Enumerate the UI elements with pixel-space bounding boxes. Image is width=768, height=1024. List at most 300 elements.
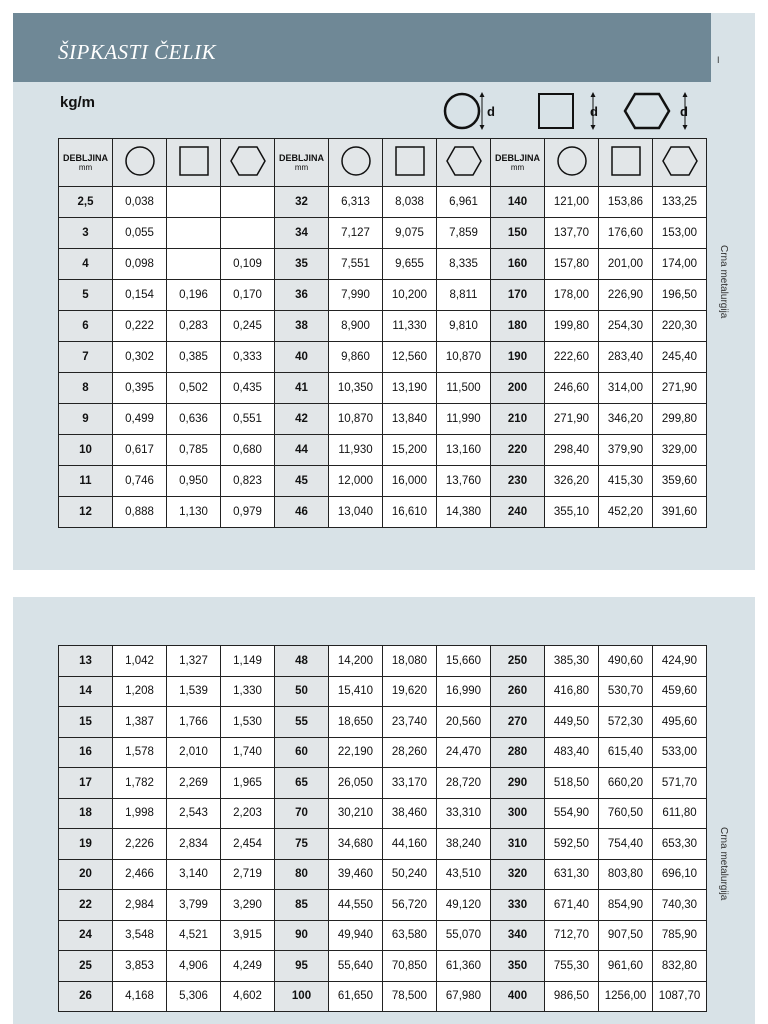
dimension-cell: 95: [275, 951, 329, 982]
dimension-cell: 320: [491, 859, 545, 890]
hexagon-weight-cell: 1,530: [221, 707, 275, 738]
dimension-cell: 400: [491, 981, 545, 1012]
header-round-cell: [545, 139, 599, 187]
side-label-bottom: Crna metalurgija: [718, 827, 729, 901]
hexagon-weight-cell: 0,435: [221, 373, 275, 404]
dimension-cell: 5: [59, 280, 113, 311]
weight-table-top: [58, 138, 707, 528]
hexagon-icon: [444, 143, 484, 179]
hexagon-weight-cell: 133,25: [653, 187, 707, 218]
hexagon-weight-cell: 196,50: [653, 280, 707, 311]
square-weight-cell: 1256,00: [599, 981, 653, 1012]
round-weight-cell: 13,040: [329, 497, 383, 528]
square-weight-cell: 226,90: [599, 280, 653, 311]
square-weight-cell: 415,30: [599, 466, 653, 497]
hexagon-weight-cell: 8,335: [437, 249, 491, 280]
square-weight-cell: 283,40: [599, 342, 653, 373]
header-square-cell: [167, 139, 221, 187]
header-dimension-col: DEBLJINA mm: [275, 139, 329, 187]
dimension-cell: 170: [491, 280, 545, 311]
dimension-cell: 350: [491, 951, 545, 982]
dimension-cell: 16: [59, 737, 113, 768]
round-weight-cell: 0,499: [113, 404, 167, 435]
round-weight-cell: 1,387: [113, 707, 167, 738]
square-weight-cell: 153,86: [599, 187, 653, 218]
square-weight-cell: 70,850: [383, 951, 437, 982]
hexagon-weight-cell: 653,30: [653, 829, 707, 860]
hexagon-weight-cell: 1,149: [221, 646, 275, 677]
legend-square: [536, 88, 606, 139]
table-row: [59, 342, 707, 373]
square-weight-cell: 760,50: [599, 798, 653, 829]
hexagon-weight-cell: 11,990: [437, 404, 491, 435]
round-weight-cell: 1,782: [113, 768, 167, 799]
round-weight-cell: 271,90: [545, 404, 599, 435]
dimension-cell: 2,5: [59, 187, 113, 218]
dimension-cell: 140: [491, 187, 545, 218]
square-weight-cell: 38,460: [383, 798, 437, 829]
dimension-cell: 14: [59, 676, 113, 707]
page-title: ŠIPKASTI ČELIK: [58, 40, 217, 64]
round-weight-cell: 61,650: [329, 981, 383, 1012]
round-weight-cell: 7,551: [329, 249, 383, 280]
round-weight-cell: 631,30: [545, 859, 599, 890]
round-weight-cell: 986,50: [545, 981, 599, 1012]
dimension-cell: 160: [491, 249, 545, 280]
hexagon-weight-cell: 2,719: [221, 859, 275, 890]
round-weight-cell: 10,870: [329, 404, 383, 435]
square-weight-cell: 11,330: [383, 311, 437, 342]
square-weight-cell: [167, 249, 221, 280]
dimension-cell: 4: [59, 249, 113, 280]
dimension-cell: 19: [59, 829, 113, 860]
round-weight-cell: 121,00: [545, 187, 599, 218]
table-row: [59, 280, 707, 311]
round-dimension-label: d: [487, 104, 495, 119]
dimension-cell: 8: [59, 373, 113, 404]
square-weight-cell: 16,610: [383, 497, 437, 528]
hexagon-weight-cell: 571,70: [653, 768, 707, 799]
hexagon-weight-cell: 13,760: [437, 466, 491, 497]
square-weight-cell: 0,385: [167, 342, 221, 373]
table-row: [59, 404, 707, 435]
table-row: [59, 951, 707, 982]
hexagon-weight-cell: 28,720: [437, 768, 491, 799]
table-row: [59, 920, 707, 951]
round-weight-cell: 518,50: [545, 768, 599, 799]
hexagon-weight-cell: 2,454: [221, 829, 275, 860]
square-weight-cell: 44,160: [383, 829, 437, 860]
table-row: [59, 311, 707, 342]
square-weight-cell: 23,740: [383, 707, 437, 738]
square-weight-cell: 907,50: [599, 920, 653, 951]
dimension-cell: 150: [491, 218, 545, 249]
dimension-cell: 25: [59, 951, 113, 982]
square-weight-cell: [167, 218, 221, 249]
hexagon-weight-cell: 0,680: [221, 435, 275, 466]
hexagon-weight-cell: 329,00: [653, 435, 707, 466]
square-weight-cell: 0,283: [167, 311, 221, 342]
round-weight-cell: 8,900: [329, 311, 383, 342]
square-weight-cell: 346,20: [599, 404, 653, 435]
round-weight-cell: 49,940: [329, 920, 383, 951]
hexagon-weight-cell: 3,915: [221, 920, 275, 951]
hexagon-weight-cell: 0,551: [221, 404, 275, 435]
round-weight-cell: 0,617: [113, 435, 167, 466]
dimension-cell: 270: [491, 707, 545, 738]
round-weight-cell: 15,410: [329, 676, 383, 707]
hexagon-weight-cell: 359,60: [653, 466, 707, 497]
round-profile-icon: [442, 88, 502, 134]
table-row: [59, 373, 707, 404]
dimension-cell: 24: [59, 920, 113, 951]
hexagon-weight-cell: 299,80: [653, 404, 707, 435]
round-weight-cell: 755,30: [545, 951, 599, 982]
table-row: [59, 768, 707, 799]
round-weight-cell: 11,930: [329, 435, 383, 466]
round-weight-cell: 554,90: [545, 798, 599, 829]
table-bottom-body: [59, 646, 707, 1012]
hexagon-weight-cell: 15,660: [437, 646, 491, 677]
dimension-cell: 190: [491, 342, 545, 373]
table-row: [59, 829, 707, 860]
hexagon-weight-cell: 495,60: [653, 707, 707, 738]
round-weight-cell: 298,40: [545, 435, 599, 466]
square-weight-cell: 615,40: [599, 737, 653, 768]
dimension-cell: 220: [491, 435, 545, 466]
square-weight-cell: 18,080: [383, 646, 437, 677]
header-round-cell: [113, 139, 167, 187]
round-weight-cell: 55,640: [329, 951, 383, 982]
hexagon-weight-cell: 1,965: [221, 768, 275, 799]
square-weight-cell: 452,20: [599, 497, 653, 528]
square-icon: [608, 143, 644, 179]
hexagon-weight-cell: 740,30: [653, 890, 707, 921]
square-weight-cell: 5,306: [167, 981, 221, 1012]
square-weight-cell: 15,200: [383, 435, 437, 466]
dimension-cell: 13: [59, 646, 113, 677]
hexagon-weight-cell: 1087,70: [653, 981, 707, 1012]
hexagon-weight-cell: 16,990: [437, 676, 491, 707]
square-weight-cell: 254,30: [599, 311, 653, 342]
hexagon-weight-cell: 696,10: [653, 859, 707, 890]
dimension-cell: 36: [275, 280, 329, 311]
round-weight-cell: 7,990: [329, 280, 383, 311]
table-row: [59, 737, 707, 768]
round-weight-cell: 3,853: [113, 951, 167, 982]
round-weight-cell: 2,984: [113, 890, 167, 921]
hexagon-weight-cell: 785,90: [653, 920, 707, 951]
unit-label: kg/m: [60, 94, 96, 111]
round-weight-cell: 449,50: [545, 707, 599, 738]
square-weight-cell: 13,190: [383, 373, 437, 404]
hexagon-weight-cell: 245,40: [653, 342, 707, 373]
round-weight-cell: 1,998: [113, 798, 167, 829]
hexagon-weight-cell: 832,80: [653, 951, 707, 982]
hexagon-weight-cell: 424,90: [653, 646, 707, 677]
round-weight-cell: 18,650: [329, 707, 383, 738]
square-weight-cell: 33,170: [383, 768, 437, 799]
dimension-cell: 6: [59, 311, 113, 342]
hexagon-weight-cell: 2,203: [221, 798, 275, 829]
square-weight-cell: 0,196: [167, 280, 221, 311]
round-weight-cell: 0,395: [113, 373, 167, 404]
square-icon: [176, 143, 212, 179]
hexagon-weight-cell: 1,740: [221, 737, 275, 768]
square-weight-cell: 4,906: [167, 951, 221, 982]
table-row: [59, 646, 707, 677]
table-row: [59, 466, 707, 497]
round-weight-cell: 22,190: [329, 737, 383, 768]
round-weight-cell: 2,466: [113, 859, 167, 890]
round-weight-cell: 137,70: [545, 218, 599, 249]
round-weight-cell: 14,200: [329, 646, 383, 677]
round-icon: [338, 143, 374, 179]
square-weight-cell: 530,70: [599, 676, 653, 707]
hexagon-weight-cell: 153,00: [653, 218, 707, 249]
round-weight-cell: 9,860: [329, 342, 383, 373]
table-row: [59, 981, 707, 1012]
header-hexagon-cell: [653, 139, 707, 187]
dimension-cell: 210: [491, 404, 545, 435]
round-weight-cell: 246,60: [545, 373, 599, 404]
dimension-cell: 70: [275, 798, 329, 829]
round-weight-cell: 1,208: [113, 676, 167, 707]
dimension-cell: 10: [59, 435, 113, 466]
dimension-cell: 3: [59, 218, 113, 249]
table-row: [59, 187, 707, 218]
round-weight-cell: 157,80: [545, 249, 599, 280]
dimension-cell: 45: [275, 466, 329, 497]
dimension-cell: 20: [59, 859, 113, 890]
round-weight-cell: 0,038: [113, 187, 167, 218]
hexagon-weight-cell: 6,961: [437, 187, 491, 218]
square-weight-cell: 13,840: [383, 404, 437, 435]
hexagon-weight-cell: [221, 187, 275, 218]
square-weight-cell: 201,00: [599, 249, 653, 280]
square-weight-cell: [167, 187, 221, 218]
hexagon-weight-cell: 174,00: [653, 249, 707, 280]
header-hexagon-cell: [221, 139, 275, 187]
round-weight-cell: 4,168: [113, 981, 167, 1012]
dimension-cell: 26: [59, 981, 113, 1012]
round-weight-cell: 385,30: [545, 646, 599, 677]
square-weight-cell: 961,60: [599, 951, 653, 982]
header-dimension-col: DEBLJINA mm: [491, 139, 545, 187]
dimension-cell: 260: [491, 676, 545, 707]
dimension-cell: 15: [59, 707, 113, 738]
dimension-cell: 55: [275, 707, 329, 738]
table-top-body: [59, 187, 707, 528]
hexagon-weight-cell: 9,810: [437, 311, 491, 342]
hexagon-weight-cell: [221, 218, 275, 249]
dimension-cell: 42: [275, 404, 329, 435]
dimension-cell: 200: [491, 373, 545, 404]
round-weight-cell: 12,000: [329, 466, 383, 497]
round-weight-cell: 1,578: [113, 737, 167, 768]
square-weight-cell: 0,502: [167, 373, 221, 404]
square-weight-cell: 754,40: [599, 829, 653, 860]
square-weight-cell: 0,636: [167, 404, 221, 435]
dimension-cell: 65: [275, 768, 329, 799]
round-weight-cell: 0,055: [113, 218, 167, 249]
dimension-cell: 41: [275, 373, 329, 404]
table-row: [59, 497, 707, 528]
round-icon: [122, 143, 158, 179]
table-row: [59, 218, 707, 249]
legend-round: [442, 88, 502, 139]
weight-table-bottom: [58, 645, 707, 1012]
round-weight-cell: 355,10: [545, 497, 599, 528]
hexagon-weight-cell: 24,470: [437, 737, 491, 768]
square-weight-cell: 16,000: [383, 466, 437, 497]
dimension-cell: 300: [491, 798, 545, 829]
hexagon-weight-cell: 14,380: [437, 497, 491, 528]
dimension-cell: 240: [491, 497, 545, 528]
square-weight-cell: 2,010: [167, 737, 221, 768]
square-weight-cell: 660,20: [599, 768, 653, 799]
square-profile-icon: [536, 88, 606, 134]
square-weight-cell: 2,834: [167, 829, 221, 860]
hexagon-weight-cell: 10,870: [437, 342, 491, 373]
hexagon-weight-cell: 67,980: [437, 981, 491, 1012]
header-hexagon-cell: [437, 139, 491, 187]
hexagon-weight-cell: 3,290: [221, 890, 275, 921]
dimension-cell: 310: [491, 829, 545, 860]
hexagon-weight-cell: 0,333: [221, 342, 275, 373]
table-row: [59, 435, 707, 466]
round-weight-cell: 0,888: [113, 497, 167, 528]
dimension-cell: 17: [59, 768, 113, 799]
square-weight-cell: 854,90: [599, 890, 653, 921]
round-weight-cell: 199,80: [545, 311, 599, 342]
dimension-cell: 330: [491, 890, 545, 921]
round-weight-cell: 26,050: [329, 768, 383, 799]
round-weight-cell: 483,40: [545, 737, 599, 768]
header-dimension-col: DEBLJINA mm: [59, 139, 113, 187]
dimension-cell: 48: [275, 646, 329, 677]
square-weight-cell: 28,260: [383, 737, 437, 768]
dimension-cell: 32: [275, 187, 329, 218]
dimension-cell: 100: [275, 981, 329, 1012]
hexagon-weight-cell: 459,60: [653, 676, 707, 707]
table-row: [59, 676, 707, 707]
square-weight-cell: 2,543: [167, 798, 221, 829]
round-weight-cell: 0,098: [113, 249, 167, 280]
hexagon-weight-cell: 38,240: [437, 829, 491, 860]
dimension-cell: 46: [275, 497, 329, 528]
hexagon-weight-cell: 4,602: [221, 981, 275, 1012]
side-label-top: Crna metalurgija: [718, 245, 729, 319]
square-weight-cell: 314,00: [599, 373, 653, 404]
table-row: [59, 890, 707, 921]
hexagon-weight-cell: 20,560: [437, 707, 491, 738]
table-row: [59, 798, 707, 829]
square-weight-cell: 1,766: [167, 707, 221, 738]
dimension-cell: 34: [275, 218, 329, 249]
hexagon-weight-cell: 8,811: [437, 280, 491, 311]
hexagon-weight-cell: 11,500: [437, 373, 491, 404]
square-weight-cell: 0,950: [167, 466, 221, 497]
dimension-cell: 22: [59, 890, 113, 921]
round-weight-cell: 2,226: [113, 829, 167, 860]
square-weight-cell: 1,539: [167, 676, 221, 707]
square-weight-cell: 490,60: [599, 646, 653, 677]
square-weight-cell: 1,327: [167, 646, 221, 677]
dimension-cell: 9: [59, 404, 113, 435]
round-weight-cell: 3,548: [113, 920, 167, 951]
header-square-cell: [383, 139, 437, 187]
hexagon-weight-cell: 271,90: [653, 373, 707, 404]
round-weight-cell: 0,302: [113, 342, 167, 373]
dimension-cell: 230: [491, 466, 545, 497]
square-weight-cell: 19,620: [383, 676, 437, 707]
table-row: [59, 859, 707, 890]
header-square-cell: [599, 139, 653, 187]
round-weight-cell: 178,00: [545, 280, 599, 311]
round-weight-cell: 326,20: [545, 466, 599, 497]
hexagon-weight-cell: 391,60: [653, 497, 707, 528]
dimension-cell: 85: [275, 890, 329, 921]
hexagon-weight-cell: 533,00: [653, 737, 707, 768]
hexagon-weight-cell: 43,510: [437, 859, 491, 890]
dimension-cell: 44: [275, 435, 329, 466]
hexagon-weight-cell: 4,249: [221, 951, 275, 982]
hexagon-weight-cell: 0,170: [221, 280, 275, 311]
hexagon-weight-cell: 1,330: [221, 676, 275, 707]
table-header-row: [59, 139, 707, 187]
dimension-cell: 11: [59, 466, 113, 497]
round-weight-cell: 39,460: [329, 859, 383, 890]
square-weight-cell: 9,075: [383, 218, 437, 249]
square-weight-cell: 78,500: [383, 981, 437, 1012]
hexagon-weight-cell: 7,859: [437, 218, 491, 249]
dimension-cell: 290: [491, 768, 545, 799]
square-weight-cell: 3,140: [167, 859, 221, 890]
hexagon-weight-cell: 611,80: [653, 798, 707, 829]
hexagon-weight-cell: 0,979: [221, 497, 275, 528]
dimension-cell: 90: [275, 920, 329, 951]
square-weight-cell: 8,038: [383, 187, 437, 218]
round-weight-cell: 34,680: [329, 829, 383, 860]
dimension-cell: 50: [275, 676, 329, 707]
dimension-cell: 75: [275, 829, 329, 860]
round-weight-cell: 0,154: [113, 280, 167, 311]
round-weight-cell: 10,350: [329, 373, 383, 404]
legend-hexagon: [622, 88, 698, 139]
dimension-cell: 340: [491, 920, 545, 951]
square-icon: [392, 143, 428, 179]
hexagon-weight-cell: 61,360: [437, 951, 491, 982]
round-weight-cell: 44,550: [329, 890, 383, 921]
round-weight-cell: 30,210: [329, 798, 383, 829]
dimension-cell: 80: [275, 859, 329, 890]
hexagon-icon: [228, 143, 268, 179]
square-weight-cell: 9,655: [383, 249, 437, 280]
table-row: [59, 249, 707, 280]
round-weight-cell: 1,042: [113, 646, 167, 677]
square-weight-cell: 63,580: [383, 920, 437, 951]
square-weight-cell: 12,560: [383, 342, 437, 373]
round-weight-cell: 0,746: [113, 466, 167, 497]
square-weight-cell: 10,200: [383, 280, 437, 311]
hexagon-weight-cell: 0,245: [221, 311, 275, 342]
hexagon-weight-cell: 55,070: [437, 920, 491, 951]
hexagon-weight-cell: 33,310: [437, 798, 491, 829]
square-weight-cell: 379,90: [599, 435, 653, 466]
hexagon-weight-cell: 13,160: [437, 435, 491, 466]
hexagon-weight-cell: 49,120: [437, 890, 491, 921]
